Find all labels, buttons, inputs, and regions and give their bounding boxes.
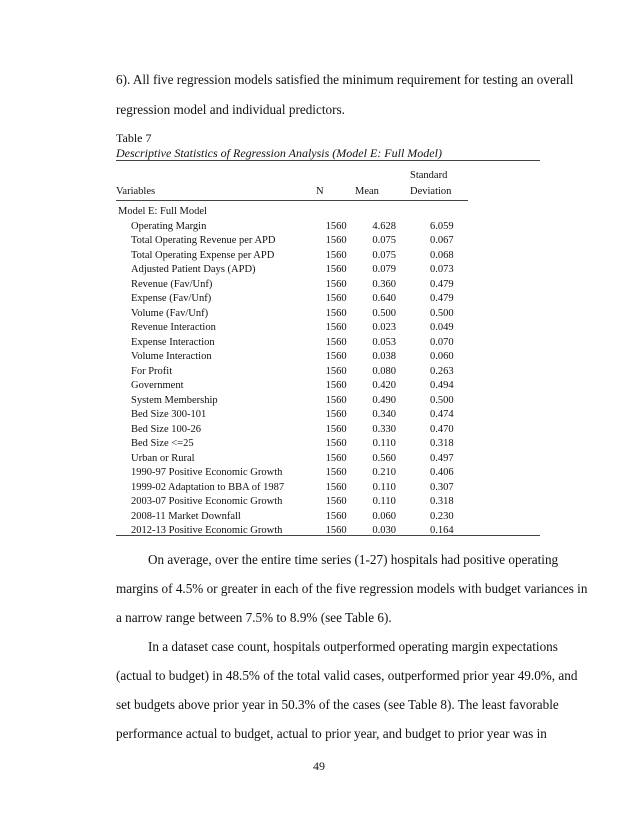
table-row [116,495,468,510]
variable-cell: Urban or Rural [131,452,195,464]
table-row [116,292,468,307]
body-p2-line2: (actual to budget) in 48.5% of the total valid cases, outperformed prior year 49.0%, and [116,668,578,683]
n-cell: 1560 [325,336,347,348]
mean-cell: 0.110 [372,496,396,507]
sd-cell: 0.479 [430,293,454,304]
mean-cell: 0.075 [372,249,397,261]
table-row [116,481,468,496]
mean-cell: 0.023 [372,322,397,333]
table-row [116,524,468,539]
variable-cell: Bed Size 300-101 [131,409,207,420]
n-cell: 1560 [325,307,347,319]
n-cell: 1560 [325,409,347,420]
sd-cell: 0.307 [430,481,454,493]
variable-cell: Volume Interaction [131,351,212,362]
table-row [116,423,468,438]
n-cell: 1560 [325,496,347,507]
sd-cell: 0.406 [430,467,454,478]
statistics-table [116,205,468,539]
header-sd-line1: Standard [410,170,448,181]
mean-cell: 0.210 [372,467,397,478]
variable-cell: Adjusted Patient Days (APD) [131,264,256,275]
mean-cell: 0.490 [372,394,397,406]
sd-cell: 0.318 [430,438,454,449]
variable-cell: Expense (Fav/Unf) [131,293,212,304]
mean-cell: 0.420 [372,380,397,391]
table-row [116,249,468,264]
mean-cell: 0.560 [372,452,397,464]
sd-cell: 0.073 [430,264,454,275]
sd-cell: 0.494 [430,380,454,391]
variable-cell: 1999-02 Adaptation to BBA of 1987 [131,481,285,493]
table-top-rule [116,160,540,161]
sd-cell: 0.500 [430,394,454,406]
body-p1-line1: On average, over the entire time series (1-27) hospitals had positive operating [148,552,559,567]
intro-line-2: regression model and individual predictors. [116,102,345,117]
n-cell: 1560 [325,322,347,333]
page-number: 49 [313,759,325,773]
sd-cell: 0.479 [430,278,454,290]
table-row [116,510,468,525]
mean-cell: 0.079 [372,264,397,275]
sd-cell: 0.068 [430,249,454,261]
variable-cell: For Profit [131,365,173,377]
intro-line-1: 6). All five regression models satisfied the minimum requirement for testing an overall [116,72,574,87]
mean-cell: 0.640 [372,293,397,304]
sd-cell: 0.164 [430,525,454,536]
table-bottom-rule [116,535,540,536]
sd-cell: 0.049 [430,322,454,333]
variable-cell: Volume (Fav/Unf) [131,307,209,319]
body-p2-line3: set budgets above prior year in 50.3% of the cases (see Table 8). The least favorable [116,697,559,712]
header-mean: Mean [355,186,379,197]
sd-cell: 0.263 [430,365,454,377]
n-cell: 1560 [325,264,347,275]
table-row [116,365,468,380]
header-variables: Variables [116,186,156,197]
table-label: Table 7 [116,131,152,145]
header-n: N [316,186,324,197]
variable-cell: Revenue Interaction [131,322,216,333]
body-p1-line3: a narrow range between 7.5% to 8.9% (see Table 6). [116,610,392,625]
n-cell: 1560 [325,467,347,478]
mean-cell: 0.060 [372,510,397,522]
mean-cell: 0.360 [372,278,397,290]
n-cell: 1560 [325,220,347,232]
mean-cell: 0.330 [372,423,397,435]
variable-cell: Government [131,380,184,391]
n-cell: 1560 [325,481,347,493]
n-cell: 1560 [325,438,347,449]
variable-cell: 2003-07 Positive Economic Growth [131,496,283,507]
variable-cell: Operating Margin [131,220,207,232]
n-cell: 1560 [325,510,347,522]
sd-cell: 0.230 [430,510,454,522]
sd-cell: 0.474 [430,409,454,420]
variable-cell: Revenue (Fav/Unf) [131,278,213,290]
table-row [116,466,468,481]
variable-cell: Bed Size <=25 [131,438,194,449]
variable-cell: 1990-97 Positive Economic Growth [131,467,283,478]
n-cell: 1560 [325,249,347,261]
variable-cell: Total Operating Expense per APD [131,249,275,261]
n-cell: 1560 [325,235,347,246]
n-cell: 1560 [325,394,347,406]
table-row [116,379,468,394]
table-row [116,321,468,336]
header-rule [116,200,468,201]
sd-cell: 0.067 [430,235,454,246]
variable-cell: Bed Size 100-26 [131,423,201,435]
table-row [116,234,468,249]
table-row [116,263,468,278]
table-row [116,350,468,365]
table-row [116,336,468,351]
variable-cell: Total Operating Revenue per APD [131,235,276,246]
table-row [116,307,468,322]
table-row [116,278,468,293]
variable-cell: Expense Interaction [131,336,215,348]
sd-cell: 6.059 [430,220,454,232]
body-p1-line2: margins of 4.5% or greater in each of the five regression models with budget variances in [116,581,588,596]
table-title: Descriptive Statistics of Regression Analysis (Model E: Full Model) [116,146,442,160]
sd-cell: 0.500 [430,307,454,319]
variable-cell: 2012-13 Positive Economic Growth [131,525,283,536]
mean-cell: 4.628 [372,220,397,232]
mean-cell: 0.500 [372,307,397,319]
n-cell: 1560 [325,278,347,290]
header-sd-line2: Deviation [410,186,452,197]
mean-cell: 0.053 [372,336,397,348]
sd-cell: 0.070 [430,336,454,348]
group-row [116,205,468,220]
n-cell: 1560 [325,351,347,362]
mean-cell: 0.080 [372,365,397,377]
mean-cell: 0.030 [372,525,397,536]
statistics-table-body [116,205,468,539]
table-row [116,394,468,409]
n-cell: 1560 [325,452,347,464]
group-label: Model E: Full Model [118,206,207,217]
sd-cell: 0.318 [430,496,454,507]
mean-cell: 0.110 [372,438,396,449]
n-cell: 1560 [325,380,347,391]
n-cell: 1560 [325,293,347,304]
variable-cell: System Membership [131,394,218,406]
table-row [116,220,468,235]
table-row [116,408,468,423]
mean-cell: 0.075 [372,235,397,246]
table-row [116,452,468,467]
sd-cell: 0.470 [430,423,454,435]
mean-cell: 0.340 [372,409,397,420]
sd-cell: 0.060 [430,351,454,362]
sd-cell: 0.497 [430,452,454,464]
n-cell: 1560 [325,365,347,377]
mean-cell: 0.038 [372,351,397,362]
body-p2-line1: In a dataset case count, hospitals outperformed operating margin expectations [148,639,558,654]
variable-cell: 2008-11 Market Downfall [131,510,241,522]
table-row [116,437,468,452]
mean-cell: 0.110 [372,481,396,493]
body-p2-line4: performance actual to budget, actual to prior year, and budget to prior year was in [116,726,547,741]
n-cell: 1560 [325,423,347,435]
n-cell: 1560 [325,525,347,536]
